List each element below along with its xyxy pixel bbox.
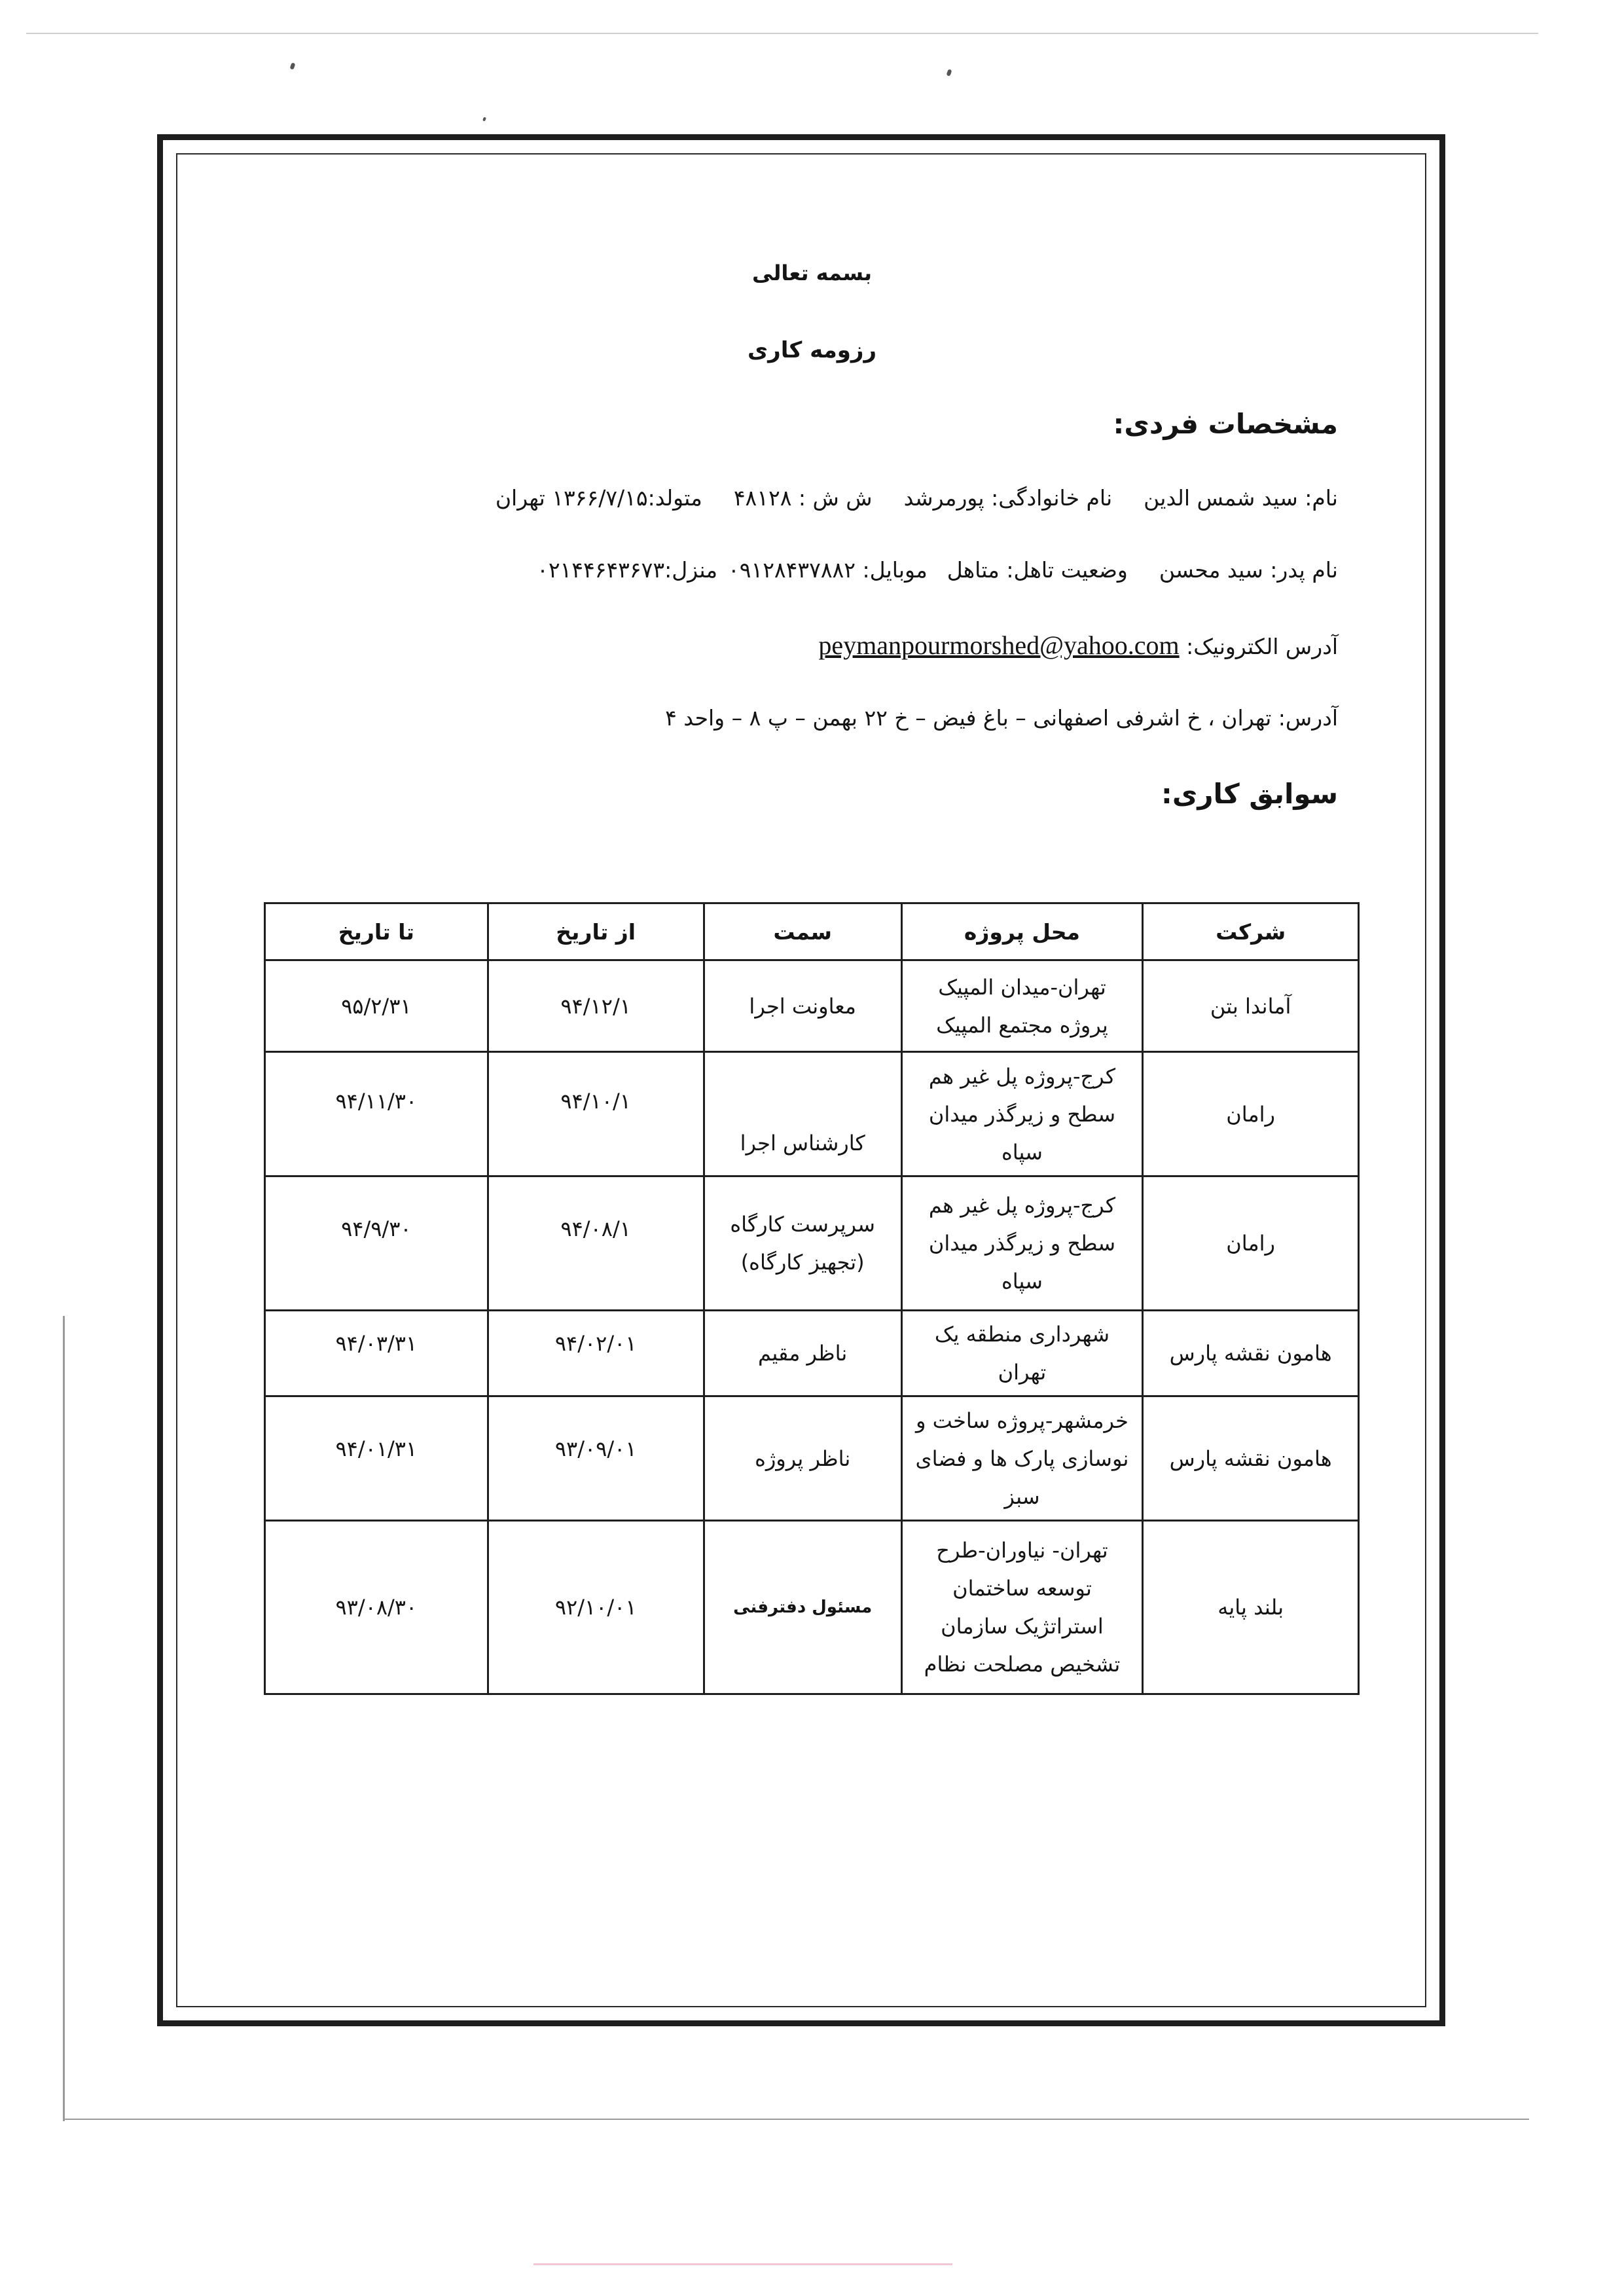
work-history-table [264,902,1360,1695]
project-line: شهرداری منطقه یک [934,1322,1110,1347]
project-line: سپاه [1001,1139,1043,1165]
scan-speck [946,69,952,76]
basmala: بسمه تعالی [751,261,873,285]
personal-line-1 [496,485,1338,511]
cell-from-date: ۹۲/۱۰/۰۱ [488,1521,704,1694]
table-header-row [265,903,1359,960]
cell-project [901,1176,1143,1311]
marital-field: وضعیت تاهل: متاهل [947,557,1128,583]
project-line: تهران-میدان المپیک [938,974,1106,1000]
project-line: تهران [998,1360,1047,1385]
cell-position: کارشناس اجرا [704,1052,901,1176]
email-line [818,630,1338,661]
cell-to-date: ۹۵/۲/۳۱ [265,960,488,1052]
page-title: رزومه کاری [747,337,877,363]
scan-edge-left [63,1316,65,2121]
cell-company: هامون نقشه پارس [1143,1311,1359,1396]
mobile-field: موبایل: ۰۹۱۲۸۴۳۷۸۸۲ [728,557,928,583]
cell-from-date: ۹۳/۰۹/۰۱ [488,1396,704,1521]
project-line: توسعه ساختمان [952,1576,1092,1601]
project-line: سپاه [1001,1269,1043,1294]
scan-speck [289,62,295,69]
home-phone-field: منزل:۰۲۱۴۴۶۴۳۶۷۳ [537,557,718,583]
table-row [265,1396,1359,1521]
cell-project [901,1311,1143,1396]
cell-project [901,1052,1143,1176]
work-heading: سوابق کاری: [1161,778,1338,810]
cell-position: مسئول دفترفنی [704,1521,901,1694]
cell-project [901,960,1143,1052]
email-label: آدرس الکترونیک: [1186,634,1338,659]
cell-from-date: ۹۴/۱۲/۱ [488,960,704,1052]
cell-from-date: ۹۴/۱۰/۱ [488,1052,704,1176]
column-header-project: محل پروژه [901,903,1143,960]
id-number-field: ش ش : ۴۸۱۲۸ [733,485,873,511]
birth-field: متولد:۱۳۶۶/۷/۱۵ تهران [495,485,702,511]
column-header-to: تا تاریخ [265,903,488,960]
project-line: پروژه مجتمع المپیک [936,1012,1108,1038]
cell-company: رامان [1143,1052,1359,1176]
cell-to-date: ۹۴/۰۱/۳۱ [265,1396,488,1521]
scan-edge-bottom [63,2119,1529,2120]
column-header-position: سمت [704,903,901,960]
project-line: خرمشهر-پروژه ساخت و [916,1408,1128,1433]
cell-to-date: ۹۴/۱۱/۳۰ [265,1052,488,1176]
table-row [265,1176,1359,1311]
personal-heading: مشخصات فردی: [1113,408,1338,440]
cell-to-date: ۹۳/۰۸/۳۰ [265,1521,488,1694]
cell-position: سرپرست کارگاه (تجهیز کارگاه) [704,1176,901,1311]
cell-company: هامون نقشه پارس [1143,1396,1359,1521]
scan-edge-pink [533,2263,952,2265]
project-line: سطح و زیرگذر میدان [928,1231,1116,1256]
address-line: آدرس: تهران ، خ اشرفی اصفهانی – باغ فیض – خ ۲۲ بهمن – پ ۸ – واحد ۴ [665,705,1338,731]
cell-company: رامان [1143,1176,1359,1311]
personal-line-2 [537,557,1338,583]
cell-from-date: ۹۴/۰۸/۱ [488,1176,704,1311]
father-field: نام پدر: سید محسن [1159,557,1338,583]
project-line: نوسازی پارک ها و فضای [915,1446,1129,1471]
project-line: تهران- نیاوران-طرح [936,1538,1108,1563]
table-row [265,1052,1359,1176]
cell-position: معاونت اجرا [704,960,901,1052]
project-line: سبز [1004,1484,1040,1509]
scan-speck [482,117,486,121]
table-row [265,1521,1359,1694]
project-line: استراتژیک سازمان [941,1614,1104,1639]
cell-to-date: ۹۴/۰۳/۳۱ [265,1311,488,1396]
column-header-from: از تاریخ [488,903,704,960]
project-line: کرج-پروژه پل غیر هم [928,1063,1116,1089]
cell-position: ناظر پروژه [704,1396,901,1521]
cell-project [901,1396,1143,1521]
table-row [265,1311,1359,1396]
cell-position: ناظر مقیم [704,1311,901,1396]
name-field: نام: سید شمس الدین [1144,485,1338,511]
cell-from-date: ۹۴/۰۲/۰۱ [488,1311,704,1396]
project-line: کرج-پروژه پل غیر هم [928,1193,1116,1218]
scan-edge-top [26,33,1538,34]
cell-project [901,1521,1143,1694]
project-line: تشخیص مصلحت نظام [924,1652,1121,1677]
family-field: نام خانوادگی: پورمرشد [903,485,1113,511]
cell-to-date: ۹۴/۹/۳۰ [265,1176,488,1311]
cell-company: بلند پایه [1143,1521,1359,1694]
column-header-company: شرکت [1143,903,1359,960]
cell-company: آماندا بتن [1143,960,1359,1052]
project-line: سطح و زیرگذر میدان [928,1101,1116,1127]
table-row [265,960,1359,1052]
email-link[interactable]: peymanpourmorshed@yahoo.com [818,630,1180,660]
